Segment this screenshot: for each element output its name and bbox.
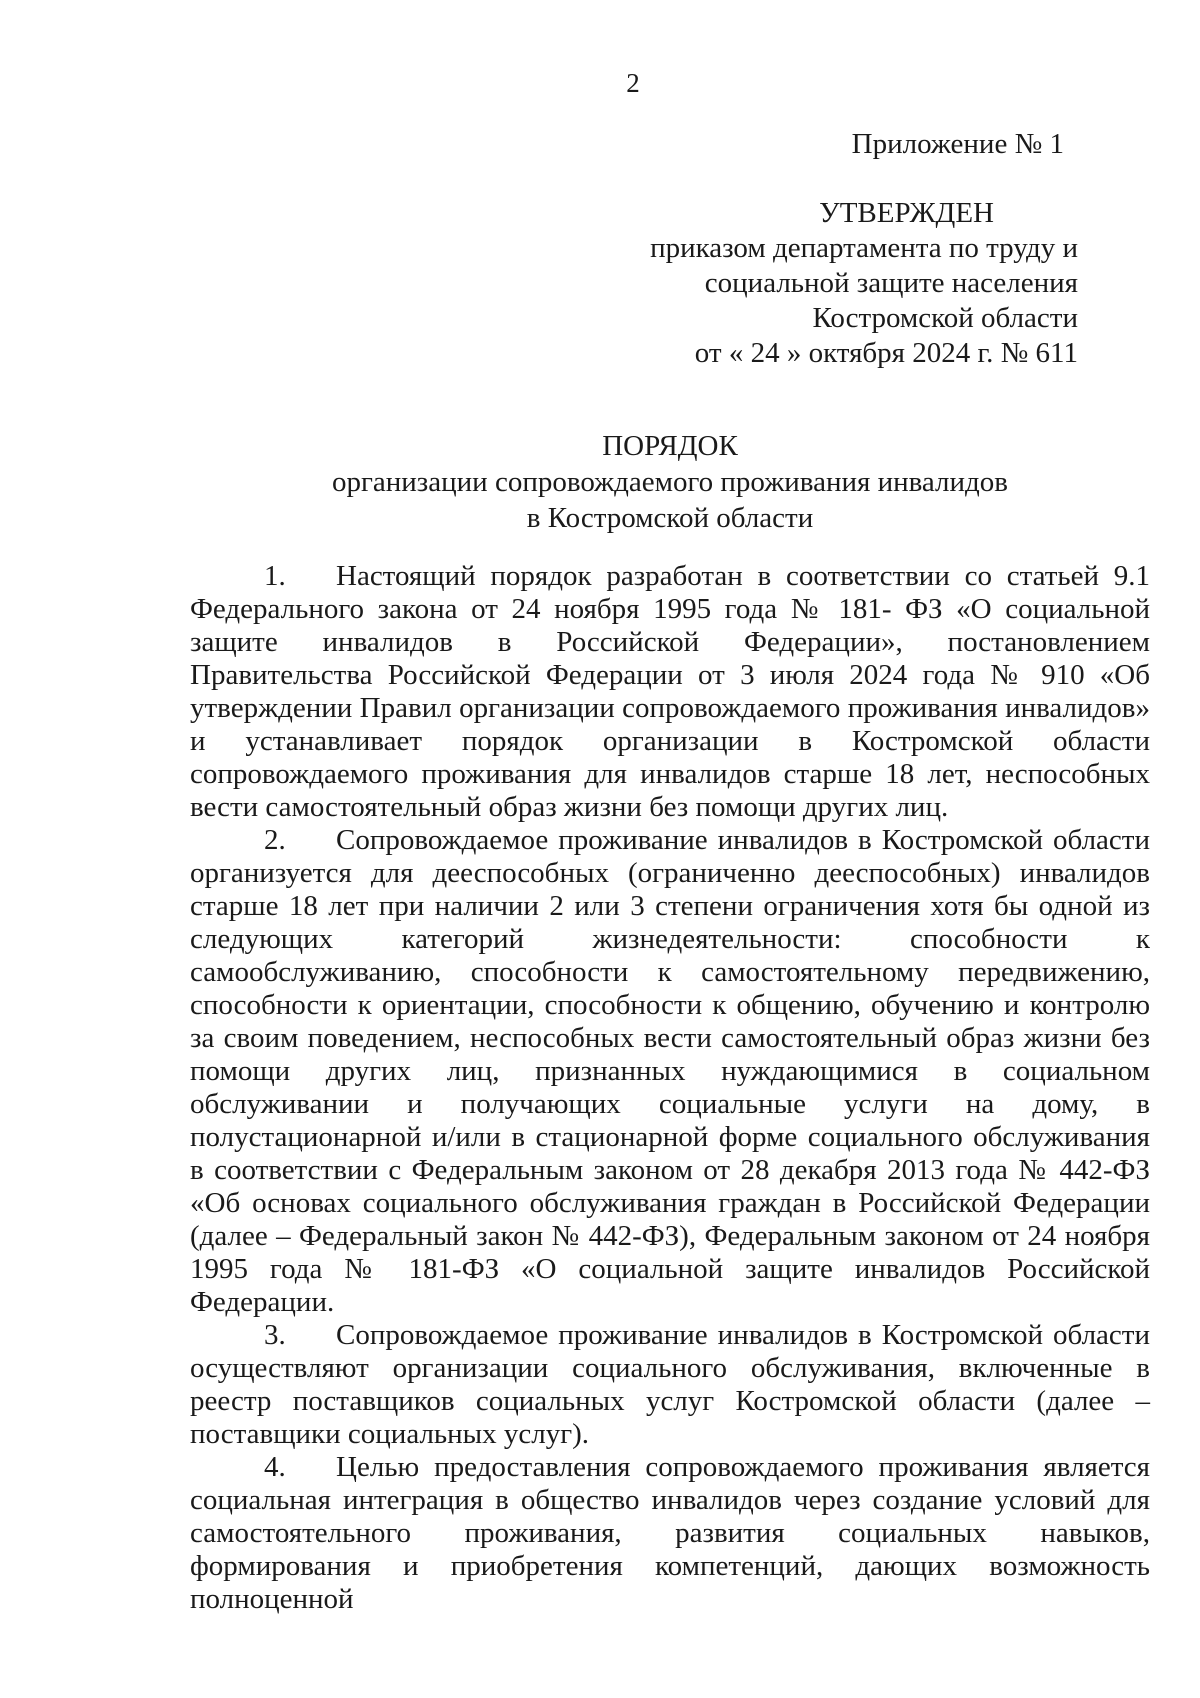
- paragraph-text: Сопровождаемое проживание инвалидов в Костромской области осуществляют организации социального обслуживания, включенные в реестр поставщиков социальных услуг Костромской области (далее – поставщики социальных услуг).: [190, 1319, 1150, 1450]
- paragraph-text: Сопровождаемое проживание инвалидов в Костромской области организуется для дееспособных (ограниченно дееспособных) инвалидов старше 18 лет при наличии 2 или 3 степени ограничения хотя бы одной из следующих категорий жизнедеятельности: способности к самообслуживанию, способности к самостоятельному передвижению, способности к ориентации, способности к общению, обучению и контролю за своим поведением, неспособных вести самостоятельный образ жизни без помощи других лиц, признанных нуждающимися в социальном обслуживании и получающих социальные услуги на дому, в полустационарной и/или в стационарной форме социального обслуживания в соответствии с Федеральным законом от 28 декабря 2013 года № 442-ФЗ «Об основах социального обслуживания граждан в Российской Федерации (далее – Федеральный закон № 442-ФЗ), Федеральным законом от 24 ноября 1995 года № 181-ФЗ «О социальной защите инвалидов Российской Федерации.: [190, 824, 1150, 1318]
- paragraph-2: [190, 824, 1150, 1319]
- paragraph-number: 3.: [264, 1319, 286, 1351]
- paragraph-3: [190, 1319, 1150, 1451]
- document-title: ПОРЯДОК: [602, 430, 738, 462]
- paragraph-number: 1.: [264, 560, 286, 592]
- paragraph-text: Настоящий порядок разработан в соответствии со статьей 9.1 Федерального закона от 24 ноября 1995 года № 181- ФЗ «О социальной защите инвалидов в Российской Федерации», постановлением Правительства Российской Федерации от 3 июля 2024 года № 910 «Об утверждении Правил организации сопровождаемого проживания инвалидов» и устанавливает порядок организации в Костромской области сопровождаемого проживания для инвалидов старше 18 лет, неспособных вести самостоятельный образ жизни без помощи других лиц.: [190, 560, 1150, 823]
- document-title-block: [190, 428, 1150, 536]
- paragraph-4: [190, 1451, 1150, 1616]
- approval-line: Костромской области: [812, 302, 1078, 334]
- paragraph-number: 2.: [264, 824, 286, 856]
- approval-line: приказом департамента по труду и: [650, 232, 1078, 264]
- document-subtitle: организации сопровождаемого проживания инвалидов: [332, 466, 1008, 498]
- document-body: [190, 560, 1150, 1616]
- paragraph-text: Целью предоставления сопровождаемого проживания является социальная интеграция в общество инвалидов через создание условий для самостоятельного проживания, развития социальных навыков, формирования и приобретения компетенций, дающих возможность полноценной: [190, 1451, 1150, 1615]
- approval-title: УТВЕРЖДЕН: [819, 197, 994, 229]
- approval-line: от « 24 » октября 2024 г. № 611: [694, 337, 1078, 369]
- approval-block: [558, 196, 1078, 371]
- paragraph-number: 4.: [264, 1451, 286, 1483]
- page-number: 2: [626, 68, 640, 98]
- paragraph-1: [190, 560, 1150, 824]
- appendix-label: Приложение № 1: [851, 128, 1064, 160]
- approval-line: социальной защите населения: [704, 267, 1078, 299]
- document-subtitle: в Костромской области: [526, 502, 814, 534]
